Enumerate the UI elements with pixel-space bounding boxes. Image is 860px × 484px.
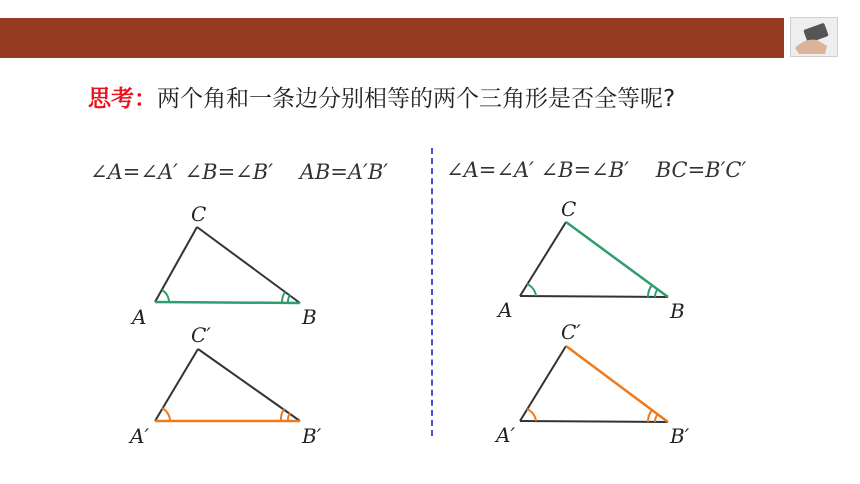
label-a1: A′	[130, 424, 149, 448]
question-text: 两个角和一条边分别相等的两个三角形是否全等呢?	[157, 86, 676, 112]
angle-a1-mark-right	[527, 409, 536, 421]
side-ab-highlight	[155, 302, 300, 303]
angle-b-mark	[282, 292, 285, 303]
label-c1-right: C′	[561, 320, 581, 344]
label-c-right: C	[561, 197, 577, 221]
label-b-right: B	[670, 299, 685, 323]
right-side-condition: BC=B′C′	[655, 158, 747, 182]
label-a-right: A	[498, 298, 513, 322]
label-a: A	[132, 305, 147, 329]
right-angle-condition: ∠A=∠A′ ∠B=∠B′	[446, 158, 629, 182]
angle-a-mark-right	[527, 284, 536, 296]
triangle-left-bottom	[128, 323, 322, 448]
label-c: C	[191, 202, 207, 226]
angle-b1-mark	[281, 409, 284, 421]
label-b1: B′	[302, 424, 322, 448]
triangle-left-top	[130, 202, 317, 329]
angle-a1-mark	[162, 408, 170, 421]
angle-a-mark	[162, 290, 169, 302]
question-lead: 思考：	[88, 86, 157, 112]
triangle-right-bottom	[494, 320, 690, 448]
left-angle-condition: ∠A=∠A′ ∠B=∠B′	[90, 160, 273, 184]
label-c1: C′	[191, 323, 211, 347]
label-b1-right: B′	[670, 424, 690, 448]
left-side-condition: AB=A′B′	[299, 160, 389, 184]
label-b: B	[302, 305, 317, 329]
triangle-right-top	[496, 197, 685, 323]
angle-b1-mark-right	[648, 410, 652, 422]
side-bc-highlight	[566, 222, 668, 297]
label-a1-right: A′	[496, 423, 515, 447]
angle-b-mark-right	[648, 285, 652, 297]
